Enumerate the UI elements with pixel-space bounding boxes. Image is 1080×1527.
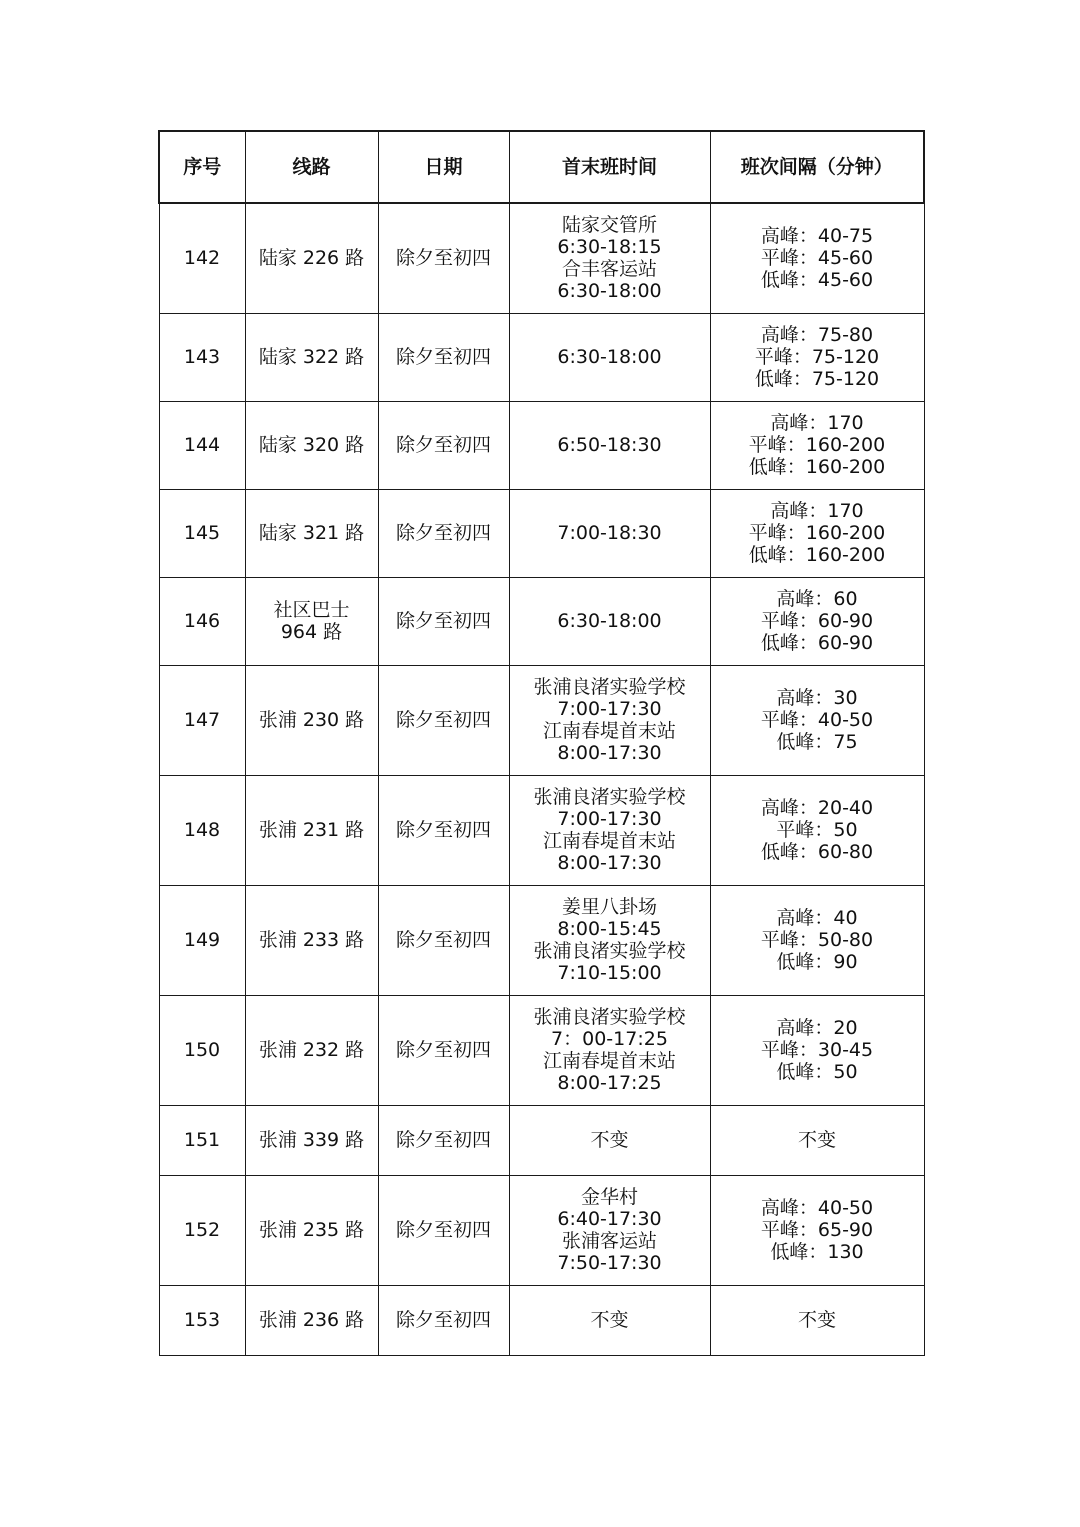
row-interval-line: 高峰：30 (776, 687, 858, 709)
row-interval-line: 高峰：20-40 (760, 797, 874, 819)
table-row (159, 577, 924, 665)
row-time (509, 401, 710, 489)
row-date: 除夕至初四 (378, 1175, 509, 1285)
row-time (509, 775, 710, 885)
row-time-line: 合丰客运站 (561, 258, 657, 281)
row-time-line: 7:10-15:00 (557, 962, 662, 984)
row-time-line: 张浦良渚实验学校 (533, 1006, 686, 1028)
row-interval (710, 995, 924, 1105)
row-no: 146 (159, 577, 245, 665)
row-interval-line: 平峰：50 (776, 819, 858, 841)
row-interval (710, 1175, 924, 1285)
table-row (159, 1175, 924, 1285)
row-line-line: 张浦 236 路 (258, 1309, 365, 1331)
row-interval-line: 低峰：160-200 (748, 544, 886, 566)
row-interval-line: 低峰：130 (770, 1241, 864, 1263)
row-time-line: 姜里八卦场 (561, 896, 657, 918)
row-no: 149 (159, 885, 245, 995)
header-no: 序号 (159, 131, 245, 203)
row-interval-line: 低峰：75-120 (754, 368, 880, 390)
row-interval (710, 401, 924, 489)
row-line-line: 张浦 232 路 (258, 1039, 365, 1061)
row-time-line: 8:00-17:30 (557, 852, 662, 874)
row-line (245, 313, 378, 401)
row-interval-line: 平峰：160-200 (748, 522, 886, 544)
schedule-body (159, 203, 924, 1355)
row-no: 142 (159, 203, 245, 313)
row-interval-line: 平峰：40-50 (760, 709, 874, 731)
row-no: 150 (159, 995, 245, 1105)
row-line (245, 203, 378, 313)
row-time-line: 张浦良渚实验学校 (533, 786, 686, 808)
row-interval-line: 平峰：45-60 (760, 247, 874, 270)
row-time (509, 995, 710, 1105)
row-date: 除夕至初四 (378, 995, 509, 1105)
row-line (245, 401, 378, 489)
row-time-line: 7：00-17:25 (551, 1028, 668, 1050)
row-line-line: 社区巴士 (273, 599, 350, 621)
row-time-line: 7:00-17:30 (557, 808, 662, 830)
row-time-line: 金华村 (580, 1186, 638, 1208)
row-line (245, 665, 378, 775)
table-row (159, 885, 924, 995)
row-interval-line: 低峰：60-80 (760, 841, 874, 863)
row-interval-line: 低峰：160-200 (748, 456, 886, 478)
row-line-line: 张浦 235 路 (258, 1219, 365, 1241)
row-interval-line: 低峰：90 (776, 951, 858, 973)
row-time (509, 203, 710, 313)
row-line (245, 995, 378, 1105)
header-row (159, 131, 924, 203)
header-line: 线路 (245, 131, 378, 203)
row-time-line: 江南春堤首末站 (542, 1050, 676, 1072)
row-interval-line: 高峰：40-75 (760, 225, 874, 248)
row-time-line: 8:00-17:30 (557, 742, 662, 764)
row-interval (710, 1285, 924, 1355)
row-interval-line: 高峰：20 (776, 1017, 858, 1039)
row-time (509, 1105, 710, 1175)
row-line-line: 陆家 226 路 (258, 247, 365, 270)
table-row (159, 1105, 924, 1175)
row-interval-line: 高峰：75-80 (760, 324, 874, 346)
row-time-line: 张浦客运站 (561, 1230, 657, 1252)
row-interval-line: 平峰：160-200 (748, 434, 886, 456)
row-date: 除夕至初四 (378, 885, 509, 995)
row-time (509, 1175, 710, 1285)
row-date: 除夕至初四 (378, 1285, 509, 1355)
table-row (159, 1285, 924, 1355)
header-time: 首末班时间 (509, 131, 710, 203)
row-interval-line: 平峰：75-120 (754, 346, 880, 368)
row-no: 151 (159, 1105, 245, 1175)
row-time-line: 8:00-17:25 (557, 1072, 662, 1094)
row-interval (710, 313, 924, 401)
row-line-line: 陆家 321 路 (258, 522, 365, 544)
row-interval (710, 489, 924, 577)
bus-schedule-table (158, 130, 925, 1356)
row-time-line: 7:00-18:30 (557, 522, 662, 544)
row-time-line: 6:30-18:00 (557, 346, 662, 368)
row-interval-line: 低峰：75 (776, 731, 858, 753)
row-line (245, 1175, 378, 1285)
row-time-line: 6:40-17:30 (557, 1208, 662, 1230)
row-time (509, 577, 710, 665)
row-line-line: 张浦 233 路 (258, 929, 365, 951)
row-time-line: 6:30-18:00 (557, 280, 662, 303)
row-time-line: 6:30-18:00 (557, 610, 662, 632)
schedule-sheet (158, 130, 923, 1356)
row-time (509, 885, 710, 995)
row-time (509, 489, 710, 577)
row-interval-line: 高峰：40-50 (760, 1197, 874, 1219)
row-interval-line: 低峰：45-60 (760, 269, 874, 292)
row-line (245, 1285, 378, 1355)
row-interval (710, 885, 924, 995)
row-time (509, 665, 710, 775)
row-date: 除夕至初四 (378, 1105, 509, 1175)
row-time-line: 7:50-17:30 (557, 1252, 662, 1274)
row-interval-line: 平峰：65-90 (760, 1219, 874, 1241)
row-time-line: 江南春堤首末站 (542, 830, 676, 852)
row-time-line: 陆家交管所 (561, 214, 657, 237)
row-line (245, 577, 378, 665)
row-interval-line: 高峰：170 (770, 412, 864, 434)
row-date: 除夕至初四 (378, 401, 509, 489)
row-interval-line: 平峰：30-45 (760, 1039, 874, 1061)
row-interval (710, 1105, 924, 1175)
row-line (245, 775, 378, 885)
row-date: 除夕至初四 (378, 489, 509, 577)
row-interval-line: 平峰：50-80 (760, 929, 874, 951)
row-date: 除夕至初四 (378, 313, 509, 401)
row-time (509, 1285, 710, 1355)
row-time-line: 7:00-17:30 (557, 698, 662, 720)
row-interval (710, 665, 924, 775)
row-line (245, 1105, 378, 1175)
row-date: 除夕至初四 (378, 203, 509, 313)
row-interval-line: 低峰：50 (776, 1061, 858, 1083)
row-line-line: 陆家 320 路 (258, 434, 365, 456)
row-time (509, 313, 710, 401)
row-date: 除夕至初四 (378, 665, 509, 775)
row-time-line: 6:30-18:15 (557, 236, 662, 259)
row-interval-line: 不变 (797, 1309, 836, 1331)
row-time-line: 6:50-18:30 (557, 434, 662, 456)
row-time-line: 张浦良渚实验学校 (533, 940, 686, 962)
row-interval-line: 高峰：60 (776, 588, 858, 610)
row-time-line: 不变 (590, 1309, 629, 1331)
row-time-line: 江南春堤首末站 (542, 720, 676, 742)
row-no: 153 (159, 1285, 245, 1355)
row-line-line: 陆家 322 路 (258, 346, 365, 368)
row-no: 152 (159, 1175, 245, 1285)
row-no: 143 (159, 313, 245, 401)
row-interval (710, 203, 924, 313)
row-interval (710, 775, 924, 885)
row-line (245, 885, 378, 995)
row-no: 148 (159, 775, 245, 885)
row-interval-line: 平峰：60-90 (760, 610, 874, 632)
row-line-line: 964 路 (280, 621, 343, 643)
table-row (159, 775, 924, 885)
row-time-line: 8:00-15:45 (557, 918, 662, 940)
table-row (159, 401, 924, 489)
row-line-line: 张浦 231 路 (258, 819, 365, 841)
row-interval-line: 高峰：170 (770, 500, 864, 522)
header-date: 日期 (378, 131, 509, 203)
row-no: 144 (159, 401, 245, 489)
table-row (159, 313, 924, 401)
row-no: 147 (159, 665, 245, 775)
row-time-line: 不变 (590, 1129, 629, 1151)
row-interval-line: 低峰：60-90 (760, 632, 874, 654)
row-no: 145 (159, 489, 245, 577)
row-date: 除夕至初四 (378, 577, 509, 665)
row-interval-line: 高峰：40 (776, 907, 858, 929)
table-row (159, 995, 924, 1105)
row-line-line: 张浦 230 路 (258, 709, 365, 731)
table-row (159, 489, 924, 577)
row-line-line: 张浦 339 路 (258, 1129, 365, 1151)
table-row (159, 203, 924, 313)
row-interval (710, 577, 924, 665)
header-interval: 班次间隔（分钟） (710, 131, 924, 203)
row-line (245, 489, 378, 577)
table-row (159, 665, 924, 775)
row-date: 除夕至初四 (378, 775, 509, 885)
row-interval-line: 不变 (797, 1129, 836, 1151)
row-time-line: 张浦良渚实验学校 (533, 676, 686, 698)
